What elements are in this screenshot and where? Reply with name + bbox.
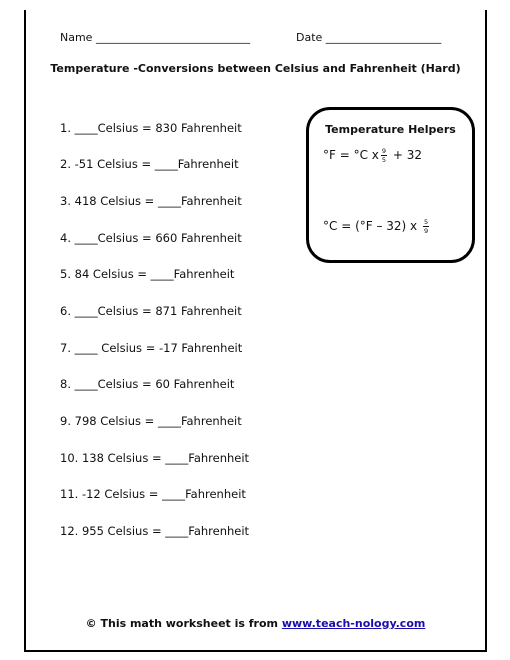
problem-4: 4. ____Celsius = 660 Fahrenheit [60,231,242,245]
fraction-denominator: 5 [381,156,387,164]
fraction-numerator: 9 [381,147,387,155]
formula-f-prefix: °F = °C x [323,148,379,162]
fraction-denominator: 9 [423,227,429,235]
problem-2: 2. -51 Celsius = ____Fahrenheit [60,157,239,171]
date-field: Date _____________________ [296,31,442,44]
footer [24,617,487,630]
footer-link[interactable]: www.teach-nology.com [281,617,426,630]
fraction-five-ninths [423,218,429,235]
problem-3: 3. 418 Celsius = ____Fahrenheit [60,194,242,208]
name-field: Name ____________________________ [60,31,250,44]
helpers-title: Temperature Helpers [325,123,456,136]
problem-5: 5. 84 Celsius = ____Fahrenheit [60,267,235,281]
footer-text: © This math worksheet is from [85,617,278,630]
problem-6: 6. ____Celsius = 871 Fahrenheit [60,304,242,318]
celsius-to-fahrenheit-formula [323,147,422,164]
problem-9: 9. 798 Celsius = ____Fahrenheit [60,414,242,428]
problem-10: 10. 138 Celsius = ____Fahrenheit [60,451,250,465]
fraction-nine-fifths [381,147,387,164]
problem-12: 12. 955 Celsius = ____Fahrenheit [60,524,250,538]
problem-8: 8. ____Celsius = 60 Fahrenheit [60,377,235,391]
fraction-numerator: 5 [423,218,429,226]
formula-c-prefix: °C = (°F – 32) x [323,219,418,233]
formula-f-suffix: + 32 [392,148,422,162]
fahrenheit-to-celsius-formula [323,218,431,235]
problem-7: 7. ____ Celsius = -17 Fahrenheit [60,341,243,355]
problem-1: 1. ____Celsius = 830 Fahrenheit [60,121,242,135]
problem-11: 11. -12 Celsius = ____Fahrenheit [60,487,246,501]
temperature-helpers-box [306,107,475,263]
worksheet-title: Temperature -Conversions between Celsius and Fahrenheit (Hard) [50,62,461,75]
